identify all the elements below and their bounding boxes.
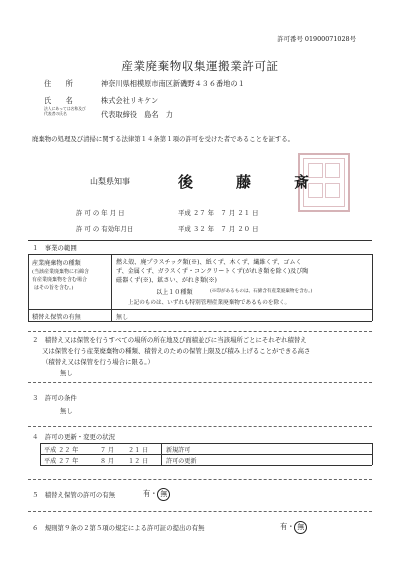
section5-answer: 有・ 無 bbox=[143, 488, 170, 501]
section5-heading: ５ 積替え保管の許可の有無 bbox=[32, 491, 116, 499]
certification-statement: 廃棄物の処理及び清掃に関する法律第１４条第１項の許可を受けた者であることを証する。 bbox=[32, 135, 295, 143]
expiry-date: 平成 ３２ 年 ７ 月 ２０ 日 bbox=[178, 225, 259, 233]
section-divider bbox=[28, 426, 372, 427]
name-label-note: 法人にあっては名称及び代表者の氏名 bbox=[44, 106, 86, 116]
section5-yes: 有 bbox=[143, 489, 151, 498]
name-label: 氏 名 bbox=[44, 96, 73, 105]
section6-yes: 有 bbox=[280, 522, 288, 531]
permit-document: 許可番号 01900071028号 産業廃棄物収集運搬業許可証 住 所 神奈川県相模原市南区新磯野４３６番地の１ 氏 名 法人にあっては名称及び代表者の氏名 株式会社リキケン 代表取締役 島名 力 廃棄物の処理及び清掃に関する法律第１４条第１項の許可を受けた者であることを証する。 山梨県知事 後 藤 斎 許 可 の 年 月 日 平成 ２７ 年 ７ 月 ２１ 日 許 可 の 有効年月日 平成 ３２ 年 ７ 月 ２０ 日 １ 事業の範囲 産業廃棄物の種類 (当該産業廃棄物に石綿含 有産業廃棄物を含む場合 はその旨を含む。) 燃え殻、廃プラスチック類(※)、紙くず、木くず、繊維くず、ゴムく ず、金属くず、ガラスくず・コンクリートくず(がれき類を除く)及び陶 磁器くず(※)、鉱さい、がれき類(※) 以上１０種類 (※印があるものは、石綿含有産業廃棄物を含む。) 上記のものは、いずれも特別管理産業廃棄物であるものを除く。 積替え保管の有無 無し ２ 積替え又は保管を行うすべての場所の所在地及び面積並びに当該場所ごとにそれぞれ積替え 又は保管を行う産業廃棄物の種類、積替えのための保管上限及び積み上げることができる高さ （積替え又は保管を行う場合に限る。） 無し ３ 許可の条件 無し ４ 許可の更新・変更の状況 平成 ２２ 年 ７ 月 ２１ 日 新規許可 平成 ２７ 年 ８ 月 １２ 日 許可の更新 ５ 積替え保管の許可の有無 有・ 無 ６ 規則第９条の２第５項の規定による許可証の提出の有無 有・ 無 bbox=[0, 0, 400, 566]
waste-types-note: 上記のものは、いずれも特別管理産業廃棄物であるものを除く。 bbox=[128, 300, 291, 306]
section-divider bbox=[28, 511, 372, 512]
section5-no-circled: 無 bbox=[157, 488, 170, 501]
document-title: 産業廃棄物収集運搬業許可証 bbox=[121, 59, 279, 73]
section2-text: ２ 積替え又は保管を行うすべての場所の所在地及び面積並びに当該場所ごとにそれぞれ積替え bbox=[32, 336, 307, 344]
section-divider bbox=[28, 479, 372, 480]
waste-types-count: 以上１０種類 bbox=[156, 289, 193, 296]
waste-type-label: 産業廃棄物の種類 bbox=[32, 260, 81, 267]
section1-heading: １ 事業の範囲 bbox=[32, 244, 77, 252]
waste-type-note: (当該産業廃棄物に石綿含 bbox=[32, 269, 89, 275]
address-value: 神奈川県相模原市南区新磯野４３６番地の１ bbox=[101, 79, 245, 88]
permit-number: 許可番号 01900071028号 bbox=[277, 35, 356, 43]
section-divider bbox=[28, 331, 372, 332]
section2-value: 無し bbox=[60, 369, 73, 377]
history-row-year: 平成 ２７ 年 bbox=[44, 458, 79, 465]
section3-value: 無し bbox=[60, 407, 73, 415]
history-row-day: １２ 日 bbox=[128, 458, 149, 465]
storage-value: 無し bbox=[116, 314, 129, 321]
waste-types-list: 燃え殻、廃プラスチック類(※)、紙くず、木くず、繊維くず、ゴムく bbox=[116, 259, 302, 266]
permit-date: 平成 ２７ 年 ７ 月 ２１ 日 bbox=[178, 209, 259, 217]
address-label: 住 所 bbox=[44, 79, 73, 88]
section6-heading: ６ 規則第９条の２第５項の規定による許可証の提出の有無 bbox=[32, 524, 205, 532]
history-row-year: 平成 ２２ 年 bbox=[44, 447, 79, 454]
section-divider bbox=[28, 240, 372, 241]
history-row-status: 新規許可 bbox=[166, 447, 191, 454]
issuer-name: 後 藤 斎 bbox=[178, 173, 324, 191]
expiry-date-label: 許 可 の 有効年月日 bbox=[76, 225, 134, 233]
section3-heading: ３ 許可の条件 bbox=[32, 394, 77, 402]
history-row-month: ８ 月 bbox=[100, 458, 115, 465]
section6-answer: 有・ 無 bbox=[280, 521, 307, 534]
history-row-month: ７ 月 bbox=[100, 447, 115, 454]
company-name: 株式会社リキケン bbox=[101, 96, 159, 105]
section6-no-circled: 無 bbox=[294, 521, 307, 534]
representative-name: 代表取締役 島名 力 bbox=[101, 110, 173, 119]
history-row-day: ２１ 日 bbox=[128, 447, 149, 454]
section-divider bbox=[28, 382, 372, 383]
storage-label: 積替え保管の有無 bbox=[32, 314, 81, 321]
history-row-status: 許可の更新 bbox=[166, 458, 197, 465]
issuer-office: 山梨県知事 bbox=[90, 177, 130, 186]
waste-types-count-note: (※印があるものは、石綿含有産業廃棄物を含む。) bbox=[210, 289, 313, 294]
section4-heading: ４ 許可の更新・変更の状況 bbox=[32, 433, 116, 441]
permit-date-label: 許 可 の 年 月 日 bbox=[76, 209, 125, 217]
